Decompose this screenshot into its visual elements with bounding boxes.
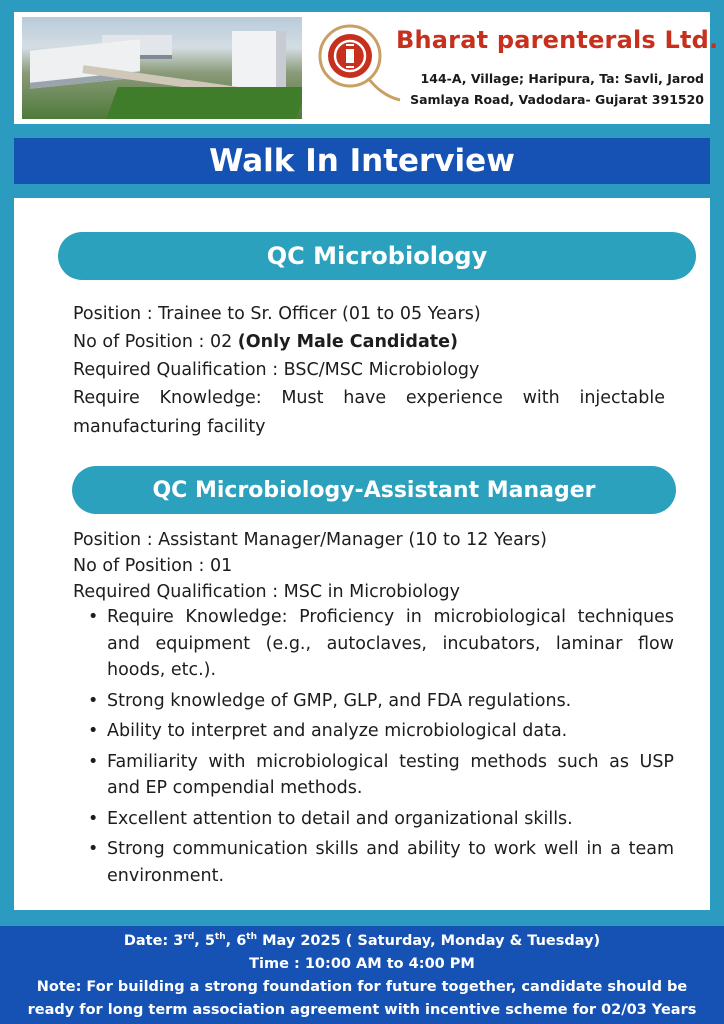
bharat-parenterals-logo-icon [310, 16, 402, 106]
list-item: • Strong communication skills and ability to work well in a team environment. [88, 836, 674, 889]
section2-heading: QC Microbiology-Assistant Manager [72, 466, 676, 514]
section1-position: Position : Trainee to Sr. Officer (01 to 05 Years) [73, 304, 481, 324]
section2-position: Position : Assistant Manager/Manager (10 to 12 Years) [73, 530, 547, 550]
note-line-1: Note: For building a strong foundation for future together, candidate should be [36, 979, 688, 995]
date-suffix: th [214, 932, 226, 943]
section1-no-of-position-label: No of Position : 02 [73, 332, 238, 352]
company-name: Bharat parenterals Ltd. [396, 26, 719, 54]
page-title: Walk In Interview [209, 143, 515, 179]
address-line-1: 144-A, Village; Haripura, Ta: Savli, Jarod [420, 71, 704, 86]
list-item: • Familiarity with microbiological testing methods such as USP and EP compendial methods. [88, 749, 674, 802]
section2-no-of-position: No of Position : 01 [73, 556, 233, 576]
header [14, 12, 719, 124]
section1-knowledge: Require Knowledge: Must have experience with injectable manufacturing facility [73, 388, 665, 437]
interview-time: Time : 10:00 AM to 4:00 PM [249, 956, 475, 972]
date-text: , 5 [194, 933, 215, 949]
section1-qualification: Required Qualification : BSC/MSC Microbiology [73, 360, 480, 380]
section1-no-of-position [73, 328, 458, 356]
date-text: Date: 3 [123, 933, 184, 949]
section2-qualification: Required Qualification : MSC in Microbiology [73, 582, 460, 602]
list-item: • Strong knowledge of GMP, GLP, and FDA regulations. [88, 688, 674, 715]
note-line-2: ready for long term association agreement with incentive scheme for 02/03 Years [27, 1002, 697, 1018]
date-text: May 2025 ( Saturday, Monday & Tuesday) [257, 933, 601, 949]
job-details-card [14, 198, 710, 910]
list-item: • Ability to interpret and analyze microbiological data. [88, 718, 674, 745]
factory-photo [22, 17, 302, 119]
date-suffix: th [246, 932, 258, 943]
requirements-list [88, 604, 674, 893]
list-item: • Excellent attention to detail and organizational skills. [88, 806, 674, 833]
address-line-2: Samlaya Road, Vadodara- Gujarat 391520 [410, 92, 704, 107]
section1-male-note: (Only Male Candidate) [237, 332, 459, 352]
interview-date [0, 930, 724, 953]
company-address [398, 68, 704, 110]
section1-heading: QC Microbiology [58, 232, 696, 280]
title-banner [14, 138, 710, 184]
footer [0, 926, 724, 1024]
date-suffix: rd [183, 932, 195, 943]
list-item: • Require Knowledge: Proficiency in microbiological techniques and equipment (e.g., autoclaves, incubators, laminar flow hoods, etc.). [88, 604, 674, 684]
date-text: , 6 [225, 933, 247, 949]
